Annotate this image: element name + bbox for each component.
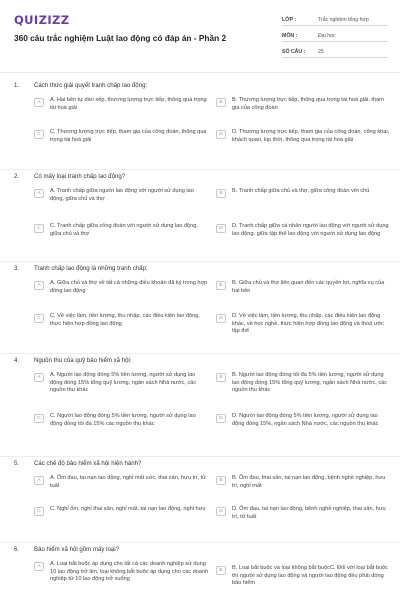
question-list — [0, 80, 400, 600]
option-letter: B — [216, 189, 226, 198]
question-number: 2. — [14, 173, 20, 180]
meta-label: LỚP : — [282, 17, 297, 23]
meta-row-subject — [282, 26, 388, 42]
option-c[interactable] — [34, 313, 209, 328]
question-number: 6. — [14, 546, 20, 553]
option-text: A. Loại bắt buộc áp dụng cho tất cả các doanh nghiệp sử dụng 10 lao động trở lên, loại không bắt buộc áp dụng cho các doanh nghiệp từ 10 lao động trở xuống — [50, 561, 209, 583]
option-text: B. Giữa chủ và thợ liên quan đến các quyền lợi, nghĩa vụ của hai bên — [232, 280, 385, 294]
option-text: B. Tranh chấp giữa chủ và thợ, giữa công đoàn với chủ — [232, 188, 370, 194]
option-text: C. Thương lượng trực tiếp, tham gia của công đoàn, thông qua trọng tài hoà giải — [50, 129, 207, 143]
option-letter: D — [216, 130, 226, 139]
option-a[interactable] — [34, 561, 209, 584]
question-header — [14, 173, 125, 180]
option-text: C. Tranh chấp giữa công đoàn với người sử dụng lao động, giữa chủ và thợ — [50, 223, 198, 237]
option-text: A. Hai bên tự dàn xếp, thương lượng trực tiếp, thông qua trọng tài hoà giải — [50, 97, 207, 111]
option-letter: A — [34, 476, 44, 485]
option-text: B. Người lao động đóng tối đa 5% tiền lương, người sử dụng lao động đóng 15% tổng quỹ lương, ngân sách Nhà nước, các nguồn thu khác — [232, 372, 388, 394]
question-number: 4. — [14, 357, 20, 364]
option-text: A. Tranh chấp giữa người lao động với người sử dụng lao động, giữa chủ và thợ — [50, 188, 194, 202]
option-text: D. Thương lượng trực tiếp, tham gia của công đoàn, công khai, khách quan, kịp thời, thông qua trọng tài hoà giải — [232, 129, 390, 143]
question-text: Có mấy loại tranh chấp lao động? — [34, 173, 126, 180]
meta-value: 25 — [318, 49, 324, 55]
option-text: B. Ốm đau, thai sản, tai nạn lao động, bệnh nghề nghiệp, hưu trí, nghỉ mất — [232, 475, 386, 489]
question-5 — [0, 458, 400, 543]
page-header — [0, 0, 400, 68]
option-a[interactable] — [34, 280, 209, 295]
option-letter: D — [216, 314, 226, 323]
option-text: D. Người lao động đóng 5% tiền lương, người sử dụng lao động đóng 15%, ngân sách Nhà nước, các nguồn thu khác — [232, 413, 379, 427]
question-number: 1. — [14, 82, 20, 89]
option-text: A. Ốm đau, tai nạn lao động, nghỉ mất sức, thai sản, hưu trí, tử tuất — [50, 475, 206, 489]
page-title: 360 câu trắc nghiệm Luật lao động có đáp án - Phần 2 — [14, 33, 227, 43]
option-text: D. Về việc làm, tiền lương, thu nhập, các điều kiện lao động khác, về học nghề, thực hiện hợp đồng lao động và thoả ước tập thể — [232, 313, 384, 335]
option-d[interactable] — [216, 506, 391, 521]
option-text: D. Tranh chấp giữa cá nhân người lao động với người sử dụng lao động, giữa tập thể lao động với người sử dụng lao động — [232, 223, 389, 237]
option-letter: C — [34, 224, 44, 233]
option-text: C. Người lao động đóng 5% tiền lương, người sử dụng lao động đóng tối đa 15% các nguồn thu khác — [50, 413, 196, 427]
question-text: Bảo hiểm xã hội gồm mấy loại? — [34, 546, 120, 553]
option-b[interactable] — [216, 280, 391, 295]
option-letter: D — [216, 224, 226, 233]
option-text: D. Ốm đau, tai nạn lao động, bệnh nghề nghiệp, thai sản, hưu trí, tử tuất — [232, 506, 386, 520]
option-b[interactable] — [216, 372, 391, 395]
option-text: C. Về việc làm, tiền lương, thu nhập, các điều kiện lao động, thực hiện hợp đồng lao động — [50, 313, 200, 327]
question-header — [14, 265, 148, 272]
option-letter: D — [216, 414, 226, 423]
option-a[interactable] — [34, 97, 209, 112]
option-c[interactable] — [34, 223, 209, 238]
option-letter: A — [34, 98, 44, 107]
question-text: Nguồn thu của quỹ bảo hiểm xã hội: — [34, 357, 132, 364]
option-letter: D — [216, 507, 226, 516]
question-number: 5. — [14, 460, 20, 467]
meta-row-class — [282, 10, 388, 26]
option-b[interactable] — [216, 565, 391, 588]
quizizz-logo: QUIZIZZ — [14, 13, 70, 27]
option-b[interactable] — [216, 97, 391, 112]
question-4 — [0, 355, 400, 457]
option-d[interactable] — [216, 223, 391, 238]
option-letter: B — [216, 566, 226, 575]
option-letter: C — [34, 314, 44, 323]
meta-row-count — [282, 42, 388, 58]
option-letter: A — [34, 281, 44, 290]
question-text: Cách thức giải quyết tranh chấp lao động: — [34, 82, 148, 89]
option-b[interactable] — [216, 475, 391, 490]
question-3 — [0, 263, 400, 354]
question-header — [14, 82, 147, 89]
option-text: B. Thương lượng trực tiếp, thông qua trọng tài hoà giải, tham gia của công đoàn — [232, 97, 384, 111]
option-b[interactable] — [216, 188, 391, 198]
question-number: 3. — [14, 265, 20, 272]
option-c[interactable] — [34, 506, 209, 516]
option-text: C. Nghỉ ốm, nghỉ thai sản, nghỉ mất, tai nạn lao động, nghỉ hưu — [50, 506, 206, 512]
option-d[interactable] — [216, 129, 391, 144]
meta-info — [282, 10, 388, 58]
question-header — [14, 460, 141, 467]
option-c[interactable] — [34, 413, 209, 428]
option-d[interactable] — [216, 313, 391, 336]
option-letter: B — [216, 281, 226, 290]
meta-label: MÔN : — [282, 33, 298, 39]
option-text: A. Người lao động đóng 5% tiền lương, người sử dụng lao động đóng 15% tổng quỹ lương, ngân sách Nhà nước, các nguồn thu khác — [50, 372, 197, 394]
option-letter: B — [216, 476, 226, 485]
question-header — [14, 357, 132, 364]
option-letter: A — [34, 562, 44, 571]
question-1 — [0, 80, 400, 170]
option-text: B. Loại bắt buộc và loại không bắt buộcC. Đối với loại bắt buộc thì người sử dụng lao động và người lao động đều phải đóng bảo hiểm — [232, 565, 389, 587]
option-letter: A — [34, 373, 44, 382]
option-d[interactable] — [216, 413, 391, 428]
question-header — [14, 546, 119, 553]
question-text: Tranh chấp lao động là những tranh chấp: — [34, 265, 148, 272]
header-divider — [0, 72, 400, 73]
question-text: Các chế độ bảo hiểm xã hội hiện hành? — [34, 460, 142, 467]
meta-value: Đại học — [318, 33, 336, 39]
option-letter: C — [34, 130, 44, 139]
question-6 — [0, 544, 400, 600]
question-2 — [0, 171, 400, 262]
meta-label: SỐ CÂU : — [282, 49, 306, 55]
option-letter: B — [216, 98, 226, 107]
option-a[interactable] — [34, 188, 209, 203]
option-a[interactable] — [34, 372, 209, 395]
option-text: A. Giữa chủ và thợ về tất cả những điều khoản đã ký trong hợp đồng lao động — [50, 280, 208, 294]
option-letter: B — [216, 373, 226, 382]
option-letter: C — [34, 414, 44, 423]
option-c[interactable] — [34, 129, 209, 144]
option-letter: C — [34, 507, 44, 516]
option-a[interactable] — [34, 475, 209, 490]
meta-value: Trắc nghiệm tổng hợp — [318, 17, 369, 23]
option-letter: A — [34, 189, 44, 198]
